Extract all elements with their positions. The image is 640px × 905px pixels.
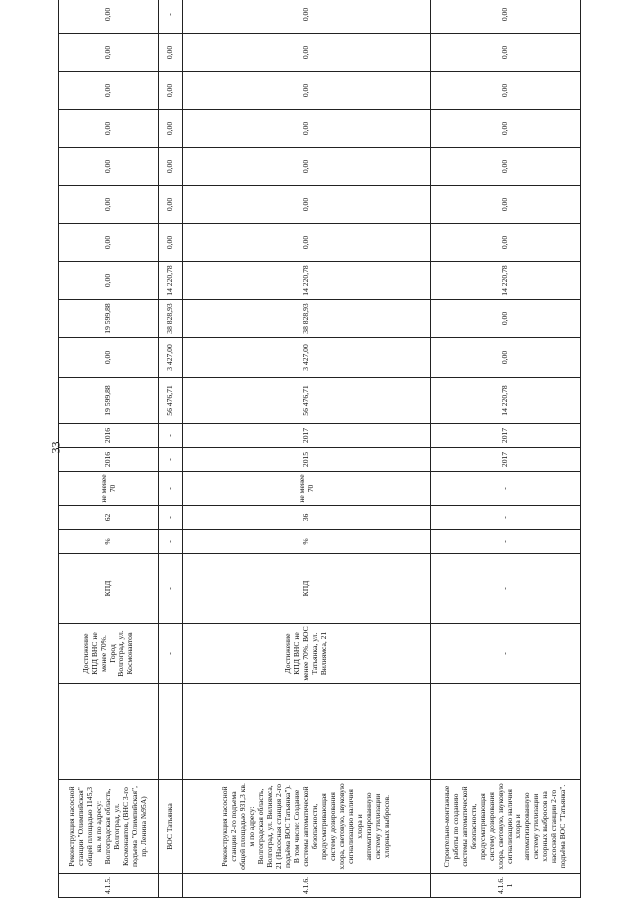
cost-year-10: - bbox=[159, 0, 183, 34]
goal-text: Достижение КПД ВНС не менее 70%. ВОС Татьянка, ул. Вилиямса, 21 bbox=[183, 624, 431, 684]
cost-year-10: 0,00 bbox=[59, 0, 159, 34]
cost-year-6: 0,00 bbox=[59, 148, 159, 186]
table-row bbox=[59, 0, 159, 898]
table-row bbox=[183, 0, 431, 898]
cost-year-8: 0,00 bbox=[431, 72, 581, 110]
row-number: 4.1.6. bbox=[183, 874, 431, 898]
unit: - bbox=[431, 530, 581, 554]
blank-cell bbox=[183, 684, 431, 780]
object-name: Реконструкция насосной станции "Олимпийская" общей площадью 1145,3 кв. м по адресу: Волгоградская область, Волгоград, ул. Космонавтов, (ВНС 3-го подъема "Олимпийская", пр. Ленина №95А) bbox=[59, 780, 159, 874]
cost-year-5: 0,00 bbox=[159, 186, 183, 224]
indicator: КПД bbox=[183, 554, 431, 624]
target-value: - bbox=[159, 472, 183, 506]
cost-year-5: 0,00 bbox=[183, 186, 431, 224]
cost-year-1: 3 427,00 bbox=[159, 338, 183, 378]
total-cost: 14 220,78 bbox=[431, 378, 581, 424]
base-value: 62 bbox=[59, 506, 159, 530]
row-number: 4.1.6.1 bbox=[431, 874, 581, 898]
cost-year-9: 0,00 bbox=[183, 34, 431, 72]
base-value: 36 bbox=[183, 506, 431, 530]
cost-year-7: 0,00 bbox=[183, 110, 431, 148]
cost-year-9: 0,00 bbox=[159, 34, 183, 72]
indicator: - bbox=[431, 554, 581, 624]
page-number: 33 bbox=[48, 441, 63, 454]
end-year: 2017 bbox=[431, 424, 581, 448]
blank-cell bbox=[431, 684, 581, 780]
cost-year-1: 3 427,00 bbox=[183, 338, 431, 378]
end-year: 2017 bbox=[183, 424, 431, 448]
start-year: - bbox=[159, 448, 183, 472]
cost-year-10: 0,00 bbox=[431, 0, 581, 34]
cost-year-9: 0,00 bbox=[59, 34, 159, 72]
table-row bbox=[431, 0, 581, 898]
row-number: 4.1.5. bbox=[59, 874, 159, 898]
unit: - bbox=[159, 530, 183, 554]
cost-year-7: 0,00 bbox=[431, 110, 581, 148]
blank-cell bbox=[159, 684, 183, 780]
total-cost: 56 476,71 bbox=[159, 378, 183, 424]
cost-year-8: 0,00 bbox=[159, 72, 183, 110]
target-value: - bbox=[431, 472, 581, 506]
cost-year-6: 0,00 bbox=[431, 148, 581, 186]
end-year: - bbox=[159, 424, 183, 448]
row-number bbox=[159, 874, 183, 898]
cost-year-8: 0,00 bbox=[183, 72, 431, 110]
cost-year-2: 38 828,93 bbox=[183, 300, 431, 338]
start-year: 2015 bbox=[183, 448, 431, 472]
object-name: Строительно-монтажные работы по созданию системы автоматической безопасности, предусматривающая систему дозирования хлора, световую, звуковую сигнализацию наличия хлора и автоматизированную систему утилизации хлорных выбросов на насосной станции 2-го подъёма ВОС "Татьянка". bbox=[431, 780, 581, 874]
indicator: - bbox=[159, 554, 183, 624]
unit: % bbox=[59, 530, 159, 554]
end-year: 2016 bbox=[59, 424, 159, 448]
cost-year-4: 0,00 bbox=[183, 224, 431, 262]
goal-text: - bbox=[159, 624, 183, 684]
cost-year-5: 0,00 bbox=[59, 186, 159, 224]
goal-text: - bbox=[431, 624, 581, 684]
cost-year-3: 14 220,78 bbox=[159, 262, 183, 300]
cost-year-3: 0,00 bbox=[59, 262, 159, 300]
cost-year-1: 0,00 bbox=[431, 338, 581, 378]
base-value: - bbox=[159, 506, 183, 530]
object-name: Реконструкция насосной станции 2-го подъема общей площадью 931,3 кв. м по адресу: Волгоградская область, Волгоград, ул. Вилиямса, 21 (Насосная станция 2-го подъёма ВОС Татьянка"). В том числе: Создание системы автоматической безопасности, предусматривающая систему дозирования хлора, световую, звуковую сигнализацию наличия хлора и автоматизированную систему утилизации хлорных выбросов. bbox=[183, 780, 431, 874]
object-name: ВОС Татьянка bbox=[159, 780, 183, 874]
cost-year-8: 0,00 bbox=[59, 72, 159, 110]
cost-year-3: 14 220,78 bbox=[183, 262, 431, 300]
cost-year-6: 0,00 bbox=[183, 148, 431, 186]
cost-year-9: 0,00 bbox=[431, 34, 581, 72]
cost-year-3: 14 220,78 bbox=[431, 262, 581, 300]
unit: % bbox=[183, 530, 431, 554]
target-value: не менее 70 bbox=[59, 472, 159, 506]
indicator: КПД bbox=[59, 554, 159, 624]
base-value: - bbox=[431, 506, 581, 530]
cost-year-5: 0,00 bbox=[431, 186, 581, 224]
cost-year-1: 0,00 bbox=[59, 338, 159, 378]
cost-year-4: 0,00 bbox=[59, 224, 159, 262]
cost-year-2: 19 599,88 bbox=[59, 300, 159, 338]
blank-cell bbox=[59, 684, 159, 780]
total-cost: 19 599,88 bbox=[59, 378, 159, 424]
table-row bbox=[159, 0, 183, 898]
cost-year-7: 0,00 bbox=[159, 110, 183, 148]
goal-text: Достижение КПД ВНС не менее 70%. Город Волгоград, ул. Космонавтов bbox=[59, 624, 159, 684]
cost-year-2: 38 828,93 bbox=[159, 300, 183, 338]
cost-year-6: 0,00 bbox=[159, 148, 183, 186]
cost-year-4: 0,00 bbox=[431, 224, 581, 262]
start-year: 2016 bbox=[59, 448, 159, 472]
total-cost: 56 476,71 bbox=[183, 378, 431, 424]
rotated-table-sheet bbox=[58, 7, 580, 898]
cost-year-4: 0,00 bbox=[159, 224, 183, 262]
target-value: не менее 70 bbox=[183, 472, 431, 506]
cost-year-2: 0,00 bbox=[431, 300, 581, 338]
investment-program-table bbox=[58, 0, 581, 898]
cost-year-7: 0,00 bbox=[59, 110, 159, 148]
start-year: 2017 bbox=[431, 448, 581, 472]
cost-year-10: 0,00 bbox=[183, 0, 431, 34]
